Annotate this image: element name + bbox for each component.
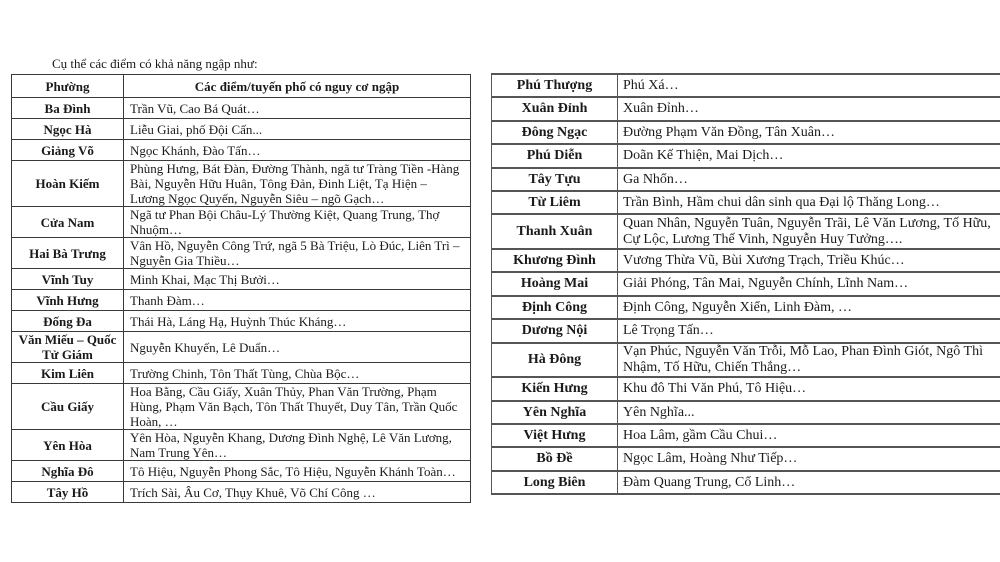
ward-name: Yên Nghĩa [492, 401, 618, 424]
table-row [492, 74, 1000, 97]
ward-name: Ngọc Hà [12, 119, 124, 140]
table-row [492, 377, 1000, 401]
flood-streets: Ga Nhổn… [618, 168, 1000, 191]
ward-name: Đống Đa [12, 311, 124, 332]
table-row [492, 249, 1000, 272]
flood-streets: Quan Nhân, Nguyễn Tuân, Nguyễn Trãi, Lê Văn Lương, Tố Hữu, Cự Lộc, Lương Thế Vinh, Nguyễn Huy Tưởng…. [618, 214, 1000, 249]
header-streets: Các điểm/tuyến phố có nguy cơ ngập [124, 75, 471, 98]
table-row [12, 207, 471, 238]
table-row [12, 430, 471, 461]
ward-name: Việt Hưng [492, 424, 618, 447]
ward-name: Văn Miếu – Quốc Tử Giám [12, 332, 124, 363]
ward-name: Khương Đình [492, 249, 618, 272]
flood-streets: Hoa Bằng, Cầu Giấy, Xuân Thủy, Phan Văn Trường, Phạm Hùng, Phạm Văn Bạch, Tôn Thất Thuyết, Duy Tân, Trần Quốc Hoàn, … [124, 384, 471, 430]
table-row [12, 238, 471, 269]
flood-streets: Minh Khai, Mạc Thị Bưởi… [124, 269, 471, 290]
table-row [492, 424, 1000, 447]
flood-points-table-right [491, 73, 1000, 495]
ward-name: Vĩnh Hưng [12, 290, 124, 311]
ward-name: Nghĩa Đô [12, 461, 124, 482]
table-row [492, 214, 1000, 249]
ward-name: Kim Liên [12, 363, 124, 384]
flood-streets: Nguyễn Khuyến, Lê Duẩn… [124, 332, 471, 363]
table-row [12, 461, 471, 482]
ward-name: Xuân Đỉnh [492, 97, 618, 121]
ward-name: Tây Tựu [492, 168, 618, 191]
ward-name: Hoàng Mai [492, 272, 618, 296]
table-row [492, 272, 1000, 296]
flood-streets: Yên Hòa, Nguyễn Khang, Dương Đình Nghệ, Lê Văn Lương, Nam Trung Yên… [124, 430, 471, 461]
ward-name: Tây Hồ [12, 482, 124, 503]
table-row [492, 471, 1000, 494]
table-row [12, 140, 471, 161]
ward-name: Thanh Xuân [492, 214, 618, 249]
flood-streets: Lê Trọng Tấn… [618, 319, 1000, 343]
ward-name: Kiến Hưng [492, 377, 618, 401]
ward-name: Định Công [492, 296, 618, 319]
table-row [492, 296, 1000, 319]
flood-streets: Yên Nghĩa... [618, 401, 1000, 424]
flood-streets: Trần Bình, Hầm chui dân sinh qua Đại lộ Thăng Long… [618, 191, 1000, 214]
ward-name: Yên Hòa [12, 430, 124, 461]
ward-name: Bồ Đề [492, 447, 618, 471]
flood-streets: Đàm Quang Trung, Cổ Linh… [618, 471, 1000, 494]
flood-streets: Vạn Phúc, Nguyễn Văn Trỗi, Mỗ Lao, Phan Đình Giót, Ngô Thì Nhậm, Tố Hữu, Chiến Thắng… [618, 343, 1000, 377]
table-row [12, 119, 471, 140]
flood-streets: Phùng Hưng, Bát Đàn, Đường Thành, ngã tư Tràng Tiền -Hàng Bài, Nguyễn Hữu Huân, Tông Đản, Đinh Liệt, Tạ Hiện – Lương Ngọc Quyến, Nguyễn Siêu – ngõ Gạch… [124, 161, 471, 207]
flood-streets: Trường Chinh, Tôn Thất Tùng, Chùa Bộc… [124, 363, 471, 384]
ward-name: Vĩnh Tuy [12, 269, 124, 290]
flood-streets: Khu đô Thi Văn Phú, Tô Hiệu… [618, 377, 1000, 401]
table-row [492, 447, 1000, 471]
flood-streets: Ngọc Lâm, Hoàng Như Tiếp… [618, 447, 1000, 471]
table-row [12, 482, 471, 503]
flood-streets: Trần Vũ, Cao Bá Quát… [124, 98, 471, 119]
flood-streets: Thanh Đàm… [124, 290, 471, 311]
ward-name: Dương Nội [492, 319, 618, 343]
ward-name: Hoàn Kiếm [12, 161, 124, 207]
ward-name: Cầu Giấy [12, 384, 124, 430]
table-header-row [12, 75, 471, 98]
table-row [12, 311, 471, 332]
table-row [492, 191, 1000, 214]
table-row [492, 343, 1000, 377]
flood-streets: Doãn Kế Thiện, Mai Dịch… [618, 144, 1000, 168]
flood-streets: Tô Hiệu, Nguyễn Phong Sắc, Tô Hiệu, Nguyễn Khánh Toàn… [124, 461, 471, 482]
flood-streets: Định Công, Nguyễn Xiển, Linh Đàm, … [618, 296, 1000, 319]
table-row [12, 332, 471, 363]
flood-streets: Vương Thừa Vũ, Bùi Xương Trạch, Triều Khúc… [618, 249, 1000, 272]
table-row [12, 363, 471, 384]
ward-name: Hà Đông [492, 343, 618, 377]
flood-streets: Xuân Đỉnh… [618, 97, 1000, 121]
ward-name: Từ Liêm [492, 191, 618, 214]
table-row [492, 144, 1000, 168]
flood-streets: Vân Hồ, Nguyễn Công Trứ, ngã 5 Bà Triệu, Lò Đúc, Liên Trì – Nguyễn Gia Thiều… [124, 238, 471, 269]
ward-name: Long Biên [492, 471, 618, 494]
table-row [492, 401, 1000, 424]
ward-name: Hai Bà Trưng [12, 238, 124, 269]
flood-streets: Thái Hà, Láng Hạ, Huỳnh Thúc Kháng… [124, 311, 471, 332]
intro-text: Cụ thể các điểm có khả năng ngập như: [52, 56, 258, 71]
flood-points-table-left [11, 74, 471, 503]
table-row [492, 97, 1000, 121]
table-row [12, 98, 471, 119]
flood-streets: Phú Xá… [618, 74, 1000, 97]
ward-name: Giảng Võ [12, 140, 124, 161]
table-row [12, 161, 471, 207]
flood-streets: Trích Sài, Âu Cơ, Thụy Khuê, Võ Chí Công … [124, 482, 471, 503]
table-row [12, 290, 471, 311]
ward-name: Đông Ngạc [492, 121, 618, 144]
table-row [492, 319, 1000, 343]
flood-streets: Đường Phạm Văn Đồng, Tân Xuân… [618, 121, 1000, 144]
flood-streets: Liễu Giai, phố Đội Cấn... [124, 119, 471, 140]
header-ward: Phường [12, 75, 124, 98]
table-row [12, 269, 471, 290]
flood-streets: Ngã tư Phan Bội Châu-Lý Thường Kiệt, Quang Trung, Thợ Nhuộm… [124, 207, 471, 238]
table-row [492, 121, 1000, 144]
ward-name: Cửa Nam [12, 207, 124, 238]
table-row [492, 168, 1000, 191]
table-row [12, 384, 471, 430]
flood-streets: Hoa Lâm, gầm Cầu Chui… [618, 424, 1000, 447]
ward-name: Phú Thượng [492, 74, 618, 97]
flood-streets: Giải Phóng, Tân Mai, Nguyễn Chính, Lĩnh Nam… [618, 272, 1000, 296]
ward-name: Phú Diễn [492, 144, 618, 168]
ward-name: Ba Đình [12, 98, 124, 119]
flood-streets: Ngọc Khánh, Đào Tấn… [124, 140, 471, 161]
